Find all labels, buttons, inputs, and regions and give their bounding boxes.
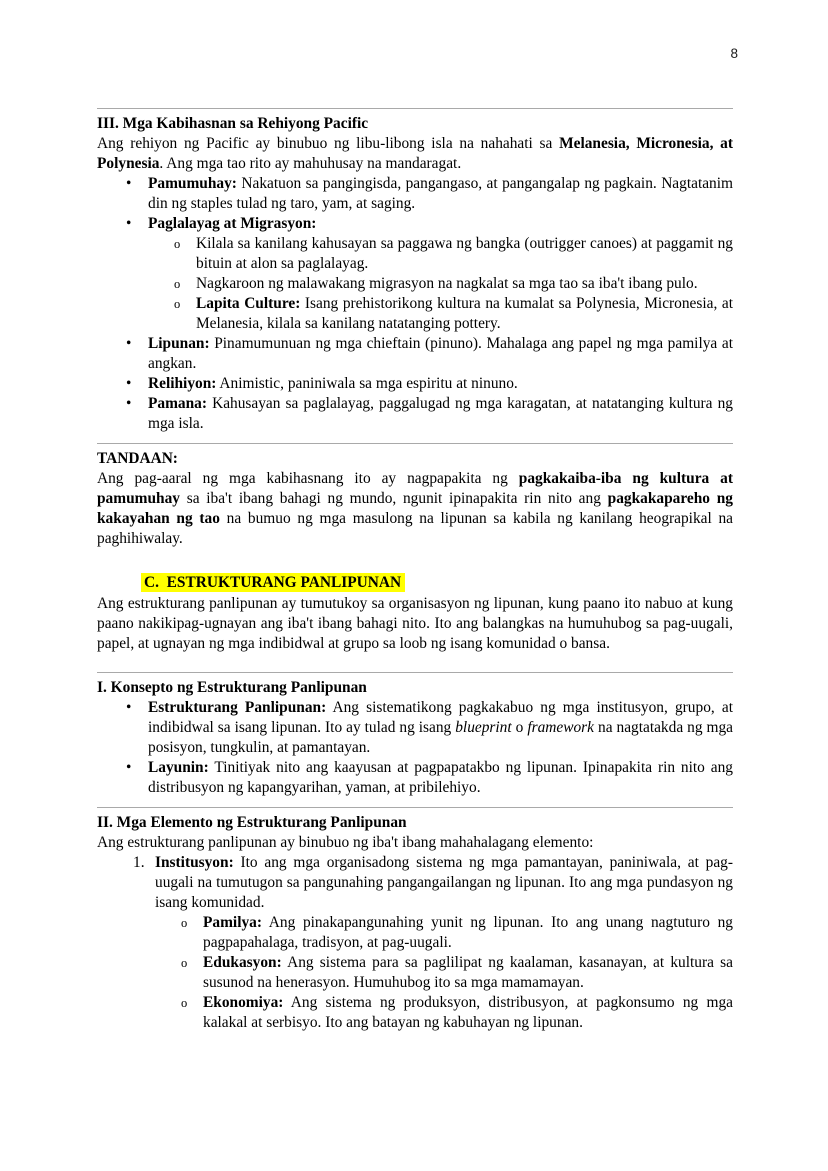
text-run: . Ang mga tao rito ay mahuhusay na mandaragat. [159, 155, 462, 173]
list-elemento [97, 853, 733, 1033]
bullet-icon: • [126, 394, 132, 412]
list-item [97, 374, 733, 394]
list-item-label: Relihiyon: [148, 375, 217, 393]
section-divider-4 [97, 807, 733, 808]
bullet-icon: • [126, 374, 132, 392]
heading-pacific: III. Mga Kabihasnan sa Rehiyong Pacific [97, 115, 369, 132]
list-item [97, 758, 733, 798]
text-run-bold: Melanesia, Micronesia, at Polynesia [97, 135, 733, 173]
list-item-label: Layunin: [148, 759, 209, 777]
list-item-text: Kahusayan sa paglalayag, paggalugad ng mga karagatan, at natatanging kultura ng mga isla. [148, 395, 733, 433]
bullet-icon: • [126, 214, 132, 232]
list-pacific [97, 174, 733, 434]
list-number: 1. [133, 854, 145, 872]
list-item [97, 174, 733, 214]
page-number: 8 [730, 46, 738, 61]
list-item-label: Institusyon: [155, 854, 234, 872]
section-letter: C. [144, 574, 159, 592]
paragraph-elemento-intro: Ang estrukturang panlipunan ay binubuo ng iba't ibang mahahalagang elemento: [97, 834, 594, 852]
text-run: na bumuo ng mga masulong na lipunan sa kabila ng kanilang heograpikal na paghihiwalay. [97, 510, 733, 548]
section-divider-1 [97, 108, 733, 109]
list-item [97, 334, 733, 374]
list-item-label: Edukasyon: [203, 954, 282, 972]
text-run-bold: pagkakapareho ng kakayahan ng tao [97, 490, 733, 528]
list-item-text: Ang pinakapangunahing yunit ng lipunan. Ito ang unang nagtuturo ng pagpapahalaga, tradisyon, at pag-uugali. [203, 914, 733, 952]
text-run: Ang pag-aaral ng mga kabihasnang ito ay nagpapakita ng [97, 470, 519, 488]
bullet-icon: • [126, 758, 132, 776]
circle-bullet-icon: o [174, 297, 181, 312]
list-item-text: Animistic, paniniwala sa mga espiritu at ninuno. [216, 375, 518, 393]
list-item [148, 234, 733, 274]
section-divider-3 [97, 672, 733, 673]
list-item-text: Tinitiyak nito ang kaayusan at pagpapatakbo ng lipunan. Ipinapakita rin nito ang distribusyon ng kapangyarihan, yaman, at pribilehiyo. [148, 759, 733, 797]
text-run: na nagtatakda ng mga posisyon, tungkulin, at pamantayan. [148, 719, 733, 757]
paragraph-section-c-intro: Ang estrukturang panlipunan ay tumutukoy sa organisasyon ng lipunan, kung paano ito nabuo at kung paano nakikipag-ugnayan ang iba't ibang bahagi nito. Ito ang balangkas na humuhubog sa pag-uugali, papel, at ugnayan ng mga indibidwal at grupo sa loob ng isang komunidad o bansa. [97, 595, 733, 653]
circle-bullet-icon: o [181, 996, 188, 1011]
heading-tandaan: TANDAAN: [97, 450, 178, 468]
text-run-italic: framework [527, 719, 595, 737]
list-item-label: Pamilya: [203, 914, 262, 932]
list-item-text: Nagkaroon ng malawakang migrasyon na nagkalat sa mga tao sa iba't ibang pulo. [196, 275, 698, 293]
list-item [97, 698, 733, 758]
text-run-bold: pagkakaiba-iba ng kultura at pamumuhay [97, 470, 734, 508]
list-item-label: Paglalayag at Migrasyon: [148, 215, 317, 233]
text-run: o [511, 719, 528, 737]
list-item [155, 913, 733, 953]
text-run: sa iba't ibang bahagi ng mundo, ngunit ipinapakita rin nito ang [179, 490, 608, 508]
list-item-text: Ang sistema ng produksyon, distribusyon, at pagkonsumo ng mga kalakal at serbisyo. Ito ang batayan ng kabuhayan ng lipunan. [203, 994, 733, 1032]
list-item-text: Ang sistema para sa paglilipat ng kaalaman, kasanayan, at kultura sa susunod na henerasyon. Humuhubog ito sa mga mamamayan. [203, 954, 733, 992]
text-run-italic: blueprint [455, 719, 512, 737]
list-item [155, 953, 733, 993]
text-run: Ang sistematikong pagkakabuo ng mga institusyon, grupo, at indibidwal sa isang lipunan. Ito ay tulad ng isang [148, 699, 733, 737]
circle-bullet-icon: o [174, 277, 181, 292]
list-item-text: Pinamumunuan ng mga chieftain (pinuno). Mahalaga ang papel ng mga pamilya at angkan. [148, 335, 733, 373]
circle-bullet-icon: o [181, 916, 188, 931]
circle-bullet-icon: o [181, 956, 188, 971]
heading-konsepto: I. Konsepto ng Estrukturang Panlipunan [97, 679, 367, 697]
list-item [97, 394, 733, 434]
list-item [155, 993, 733, 1033]
bullet-icon: • [126, 698, 132, 716]
list-item-label: Pamumuhay: [148, 175, 237, 193]
sublist-institusyon [155, 913, 733, 1033]
heading-section-c-highlight [141, 573, 405, 592]
sublist-paglalayag [148, 234, 733, 334]
list-item-label: Estrukturang Panlipunan: [148, 699, 327, 717]
bullet-icon: • [126, 334, 132, 352]
list-item-text: Ito ang mga organisadong sistema ng mga pamantayan, paniniwala, at pag-uugali na tumutugon sa pangunahing pangangailangan ng lipunan. Ito ang mga pundasyon ng isang komunidad. [155, 854, 733, 912]
bullet-icon: • [126, 174, 132, 192]
list-item-label: Lapita Culture: [196, 295, 301, 313]
list-item-label: Lipunan: [148, 335, 210, 353]
text-run: Ang rehiyon ng Pacific ay binubuo ng libu-libong isla na nahahati sa [97, 135, 560, 153]
list-konsepto [97, 698, 733, 798]
circle-bullet-icon: o [174, 237, 181, 252]
list-item [97, 853, 733, 1033]
list-item [97, 214, 733, 334]
list-item-text: Kilala sa kanilang kahusayan sa paggawa ng bangka (outrigger canoes) at paggamit ng bituin at alon sa paglalayag. [196, 235, 733, 273]
section-divider-2 [97, 443, 733, 444]
paragraph-pacific-intro [97, 134, 733, 174]
list-item-text: Nakatuon sa pangingisda, pangangaso, at pangangalap ng pagkain. Nagtatanim din ng staples tulad ng taro, yam, at saging. [148, 175, 733, 213]
paragraph-tandaan [97, 469, 733, 549]
heading-elemento: II. Mga Elemento ng Estrukturang Panlipunan [97, 814, 407, 832]
list-item [148, 294, 733, 334]
document-body [97, 108, 733, 1033]
heading-section-c-wrap [141, 573, 733, 594]
list-item-label: Ekonomiya: [203, 994, 284, 1012]
list-item [148, 274, 733, 294]
section-title: ESTRUKTURANG PANLIPUNAN [166, 574, 402, 592]
list-item-text: Isang prehistorikong kultura na kumalat sa Polynesia, Micronesia, at Melanesia, kilala sa kanilang natatanging pottery. [196, 295, 734, 333]
list-item-label: Pamana: [148, 395, 207, 413]
